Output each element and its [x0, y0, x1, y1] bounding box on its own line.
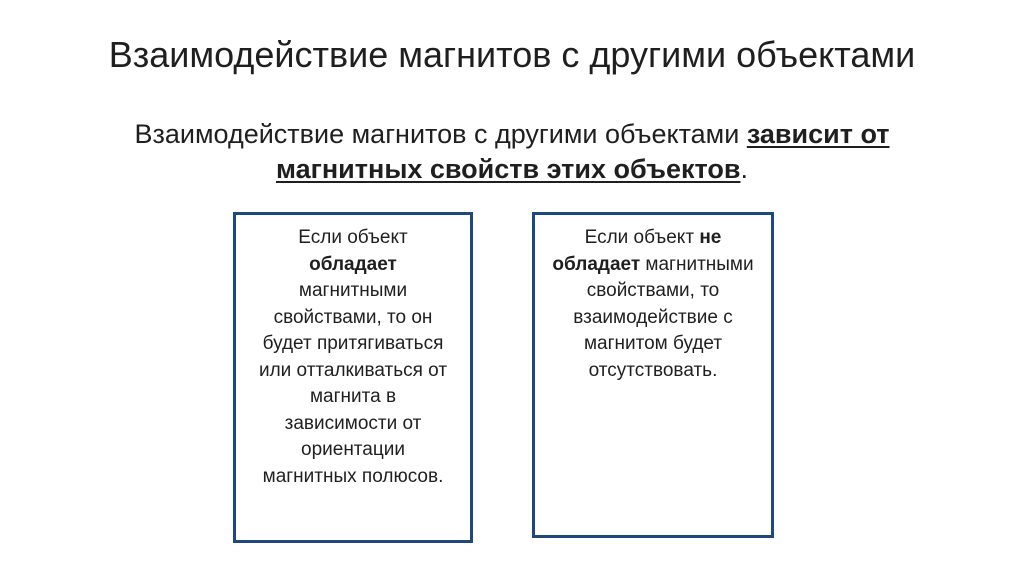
box-left-bold-text: обладает — [309, 253, 397, 275]
subtitle-period: . — [740, 154, 748, 184]
has-magnetic-properties-box — [233, 212, 473, 543]
has-magnetic-properties-text — [253, 225, 453, 490]
box-left-text-before: Если объект — [298, 227, 408, 248]
box-left-text-after: магнитными свойствами, то он будет притягиваться или отталкиваться от магнита в зависимости от ориентации магнитных полюсов. — [258, 280, 448, 487]
no-magnetic-properties-text — [548, 225, 758, 384]
box-right-bold-text: не обладает — [552, 227, 722, 275]
subtitle-emphasis-text: зависит от магнитных свойств этих объектов — [276, 119, 890, 184]
box-right-text-after: магнитными свойствами, то взаимодействие с магнитом будет отсутствовать. — [573, 253, 754, 381]
slide-subtitle — [60, 117, 964, 187]
box-right-text-before: Если объект — [584, 227, 700, 248]
subtitle-plain-text: Взаимодействие магнитов с другими объектами — [134, 119, 747, 149]
no-magnetic-properties-box — [532, 212, 774, 538]
slide-title: Взаимодействие магнитов с другими объектами — [108, 34, 916, 75]
